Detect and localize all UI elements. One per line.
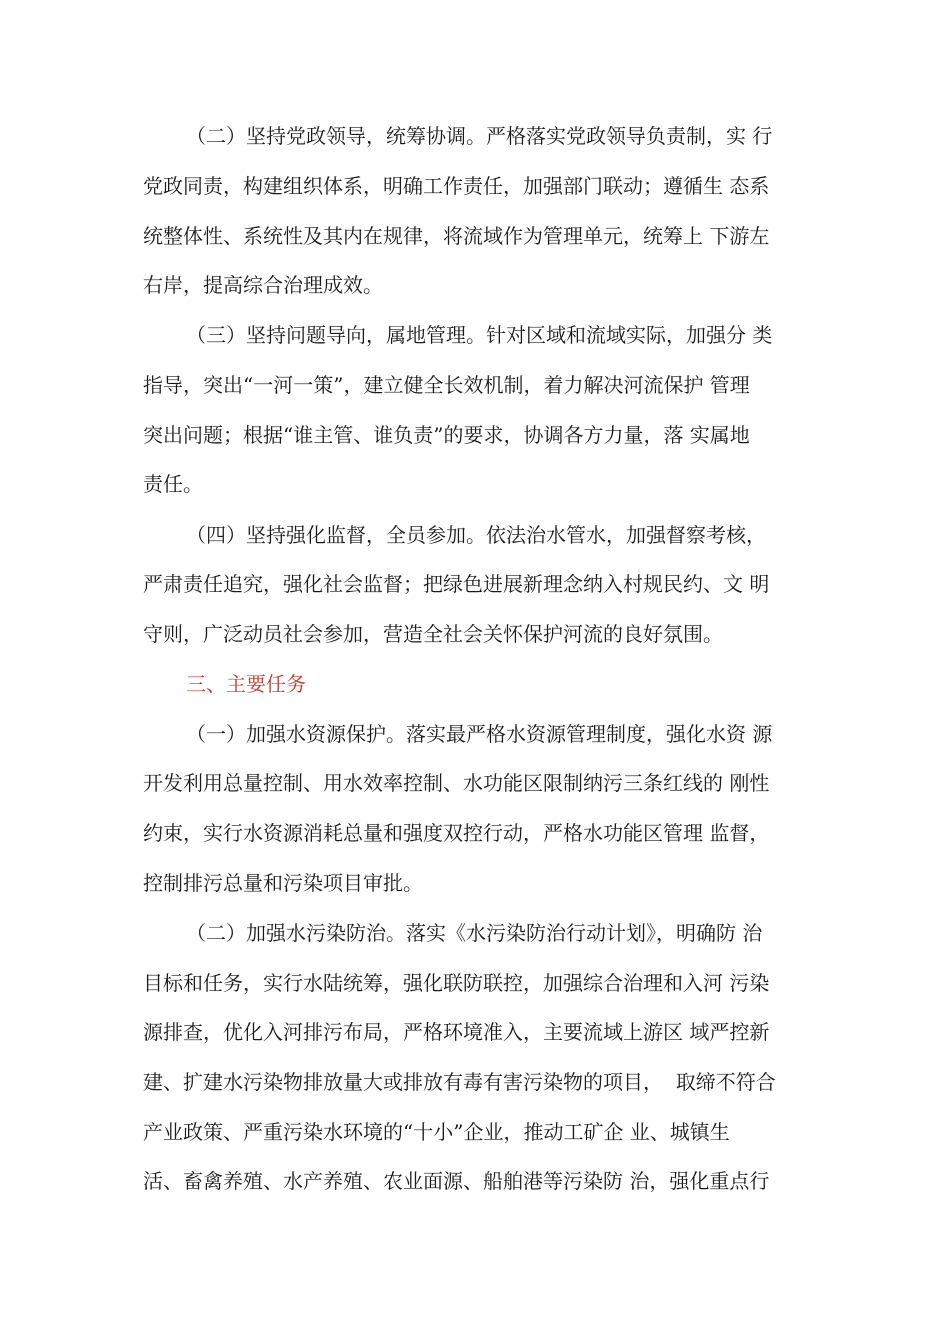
paragraph-line: 守则，广泛动员社会参加，营造全社会关怀保护河流的良好氛围。	[143, 622, 723, 646]
paragraph-line: （二）坚持党政领导，统筹协调。严格落实党政领导负责制，实 行	[186, 124, 773, 148]
paragraph-line: 目标和任务，实行水陆统筹，强化联防联控，加强综合治理和入河 污染	[143, 971, 770, 995]
paragraph-line: （一）加强水资源保护。落实最严格水资源管理制度，强化水资 源	[186, 722, 773, 746]
paragraph-line: （四）坚持强化监督，全员参加。依法治水管水，加强督察考核，	[186, 523, 766, 547]
paragraph-line: 活、畜禽养殖、水产养殖、农业面源、船舶港等污染防 治，强化重点行	[143, 1169, 770, 1193]
paragraph-line: 党政同责，构建组织体系，明确工作责任，加强部门联动；遵循生 态系	[143, 174, 770, 198]
paragraph-line: 源排查，优化入河排污布局，严格环境准入，主要流域上游区 域严控新	[143, 1020, 770, 1044]
paragraph-line: 突出问题；根据“谁主管、谁负责”的要求，协调各方力量，落 实属地	[143, 423, 750, 447]
paragraph-line: 控制排污总量和污染项目审批。	[143, 871, 423, 895]
paragraph-line: 约束，实行水资源消耗总量和强度双控行动，严格水功能区管理 监督，	[143, 821, 770, 845]
paragraph-line: 指导，突出“一河一策”，建立健全长效机制，着力解决河流保护 管理	[143, 373, 750, 397]
paragraph-line: （三）坚持问题导向，属地管理。针对区域和流域实际，加强分 类	[186, 323, 773, 347]
paragraph-line: 严肃责任追究，强化社会监督；把绿色进展新理念纳入村规民约、文 明	[143, 572, 770, 596]
paragraph-line: 建、扩建水污染物排放量大或排放有毒有害污染物的项目， 取缔不符合	[143, 1070, 776, 1094]
section-heading: 三、主要任务	[186, 672, 306, 696]
paragraph-line: （二）加强水污染防治。落实《水污染防治行动计划》，明确防 治	[186, 921, 763, 945]
paragraph-line: 开发利用总量控制、用水效率控制、水功能区限制纳污三条红线的 刚性	[143, 771, 770, 795]
paragraph-line: 右岸，提高综合治理成效。	[143, 273, 383, 297]
paragraph-line: 责任。	[143, 472, 203, 496]
paragraph-line: 产业政策、严重污染水环境的“十小”企业，推动工矿企 业、城镇生	[143, 1120, 730, 1144]
paragraph-line: 统整体性、系统性及其内在规律，将流域作为管理单元，统筹上 下游左	[143, 224, 770, 248]
